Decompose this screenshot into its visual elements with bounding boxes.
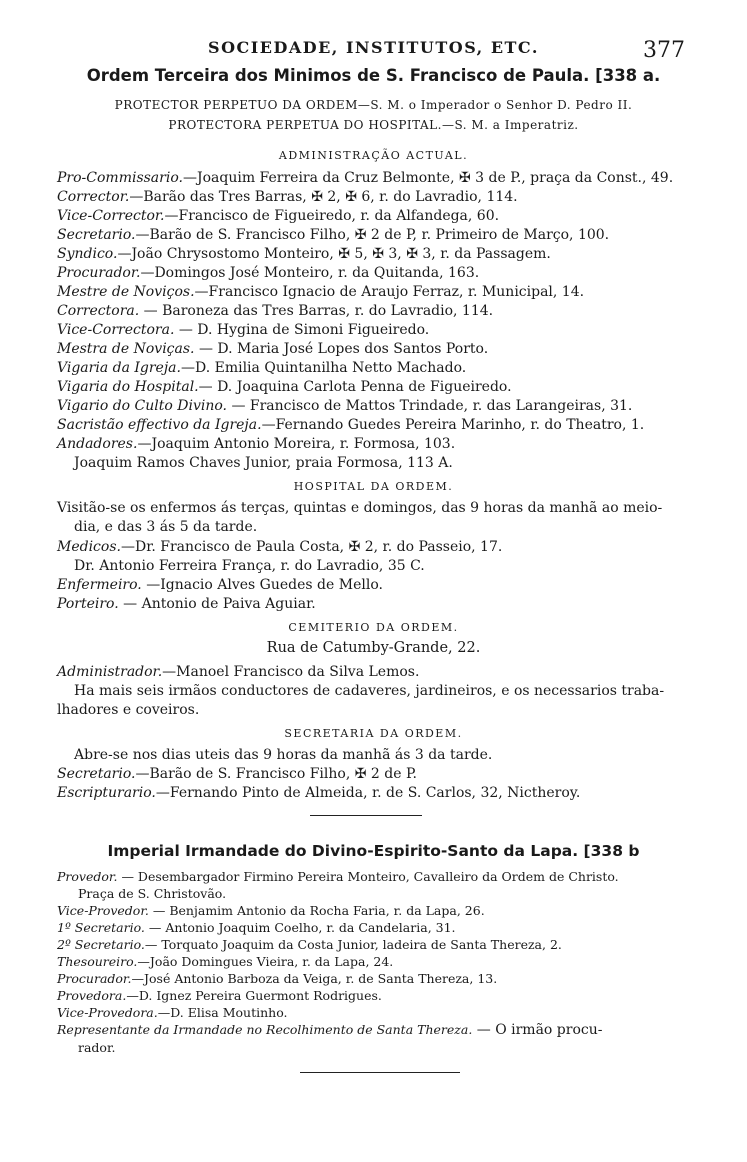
admin-entry: Correctora. — Baroneza das Tres Barras, r. do Lavradio, 114. — [57, 303, 494, 319]
hospital-visit-line: Visitão-se os enfermos ás terças, quintas e domingos, das 9 horas da manhã ao meio- — [57, 500, 663, 516]
irmandade-entry: Thesoureiro.—João Domingues Vieira, r. da Lapa, 24. — [57, 954, 394, 969]
irmandade-entry: Provedor. — Desembargador Firmino Pereira Monteiro, Cavalleiro da Ordem de Christo. — [57, 869, 619, 884]
running-title: SOCIEDADE, INSTITUTOS, ETC. — [208, 38, 539, 57]
cemiterio-entry: Administrador.—Manoel Francisco da Silva Lemos. — [57, 664, 420, 680]
admin-entry: Vigaria da Igreja.—D. Emilia Quintanilha Netto Machado. — [57, 360, 467, 376]
admin-entry: Procurador.—Domingos José Monteiro, r. da Quitanda, 163. — [57, 265, 480, 281]
admin-entry: Corrector.—Barão das Tres Barras, ✠ 2, ✠ 6, r. do Lavradio, 114. — [57, 189, 518, 205]
irmandade-entry: Provedora.—D. Ignez Pereira Guermont Rodrigues. — [57, 988, 382, 1003]
admin-entry: Vigario do Culto Divino. — Francisco de Mattos Trindade, r. das Larangeiras, 31. — [57, 398, 633, 414]
irmandade-entry: Representante da Irmandade no Recolhimento de Santa Thereza. — O irmão procu- — [57, 1022, 603, 1038]
irmandade-entry-continuation: Praça de S. Christovão. — [78, 886, 227, 901]
secretaria-hours: Abre-se nos dias uteis das 9 horas da manhã ás 3 da tarde. — [74, 747, 493, 763]
secretaria-entry: Secretario.—Barão de S. Francisco Filho, ✠ 2 de P. — [57, 766, 418, 782]
page-number: 377 — [643, 38, 685, 63]
admin-entry: Pro-Commissario.—Joaquim Ferreira da Cruz Belmonte, ✠ 3 de P., praça da Const., 49. — [57, 170, 674, 186]
cemiterio-note: lhadores e coveiros. — [57, 702, 200, 718]
hospital-heading: HOSPITAL DA ORDEM. — [293, 480, 454, 493]
hospital-entry: Enfermeiro. —Ignacio Alves Guedes de Mello. — [57, 577, 383, 593]
admin-entry: Mestra de Noviças. — D. Maria José Lopes dos Santos Porto. — [57, 341, 489, 357]
cemiterio-note: Ha mais seis irmãos conductores de cadaveres, jardineiros, e os necessarios traba- — [74, 683, 665, 699]
irmandade-entry: Vice-Provedora.—D. Elisa Moutinho. — [57, 1005, 288, 1020]
section-divider — [310, 815, 422, 816]
admin-entry: Syndico.—João Chrysostomo Monteiro, ✠ 5, ✠ 3, ✠ 3, r. da Passagem. — [57, 246, 551, 262]
secretaria-entry: Escripturario.—Fernando Pinto de Almeida, r. de S. Carlos, 32, Nictheroy. — [57, 785, 581, 801]
hospital-entry-continuation: Dr. Antonio Ferreira França, r. do Lavradio, 35 C. — [74, 558, 425, 574]
irmandade-entry-continuation: rador. — [78, 1040, 116, 1055]
admin-entry: Vice-Correctora. — D. Hygina de Simoni Figueiredo. — [57, 322, 430, 338]
section-title-ordem-terceira: Ordem Terceira dos Minimos de S. Francisco de Paula. [338 a. — [86, 66, 661, 85]
admin-entry: Sacristão effectivo da Igreja.—Fernando Guedes Pereira Marinho, r. do Theatro, 1. — [57, 417, 645, 433]
cemiterio-heading: CEMITERIO DA ORDEM. — [288, 621, 459, 634]
admin-heading: ADMINISTRAÇÃO ACTUAL. — [278, 149, 469, 162]
end-divider — [300, 1072, 460, 1073]
irmandade-entry: 1º Secretario. — Antonio Joaquim Coelho, r. da Candelaria, 31. — [57, 920, 456, 935]
secretaria-heading: SECRETARIA DA ORDEM. — [284, 727, 463, 740]
irmandade-entry: 2º Secretario.— Torquato Joaquim da Costa Junior, ladeira de Santa Thereza, 2. — [57, 937, 562, 952]
admin-entry: Vigaria do Hospital.— D. Joaquina Carlota Penna de Figueiredo. — [57, 379, 512, 395]
admin-entry: Mestre de Noviços.—Francisco Ignacio de Araujo Ferraz, r. Municipal, 14. — [57, 284, 585, 300]
protector-line: PROTECTOR PERPETUO DA ORDEM—S. M. o Imperador o Senhor D. Pedro II. — [114, 98, 633, 112]
admin-entry: Andadores.—Joaquim Antonio Moreira, r. Formosa, 103. — [57, 436, 456, 452]
admin-entry-continuation: Joaquim Ramos Chaves Junior, praia Formosa, 113 A. — [74, 455, 453, 471]
hospital-visit-line: dia, e das 3 ás 5 da tarde. — [74, 519, 258, 535]
hospital-entry: Medicos.—Dr. Francisco de Paula Costa, ✠ 2, r. do Passeio, 17. — [57, 539, 503, 555]
section-title-irmandade: Imperial Irmandade do Divino-Espirito-Santo da Lapa. [338 b — [107, 842, 640, 860]
irmandade-entry: Procurador.—José Antonio Barboza da Veiga, r. de Santa Thereza, 13. — [57, 971, 498, 986]
admin-entry: Vice-Corrector.—Francisco de Figueiredo, r. da Alfandega, 60. — [57, 208, 500, 224]
hospital-entry: Porteiro. — Antonio de Paiva Aguiar. — [57, 596, 316, 612]
protectora-line: PROTECTORA PERPETUA DO HOSPITAL.—S. M. a Imperatriz. — [168, 118, 579, 132]
irmandade-entry: Vice-Provedor. — Benjamim Antonio da Rocha Faria, r. da Lapa, 26. — [57, 903, 485, 918]
admin-entry: Secretario.—Barão de S. Francisco Filho, ✠ 2 de P, r. Primeiro de Março, 100. — [57, 227, 610, 243]
cemiterio-address: Rua de Catumby-Grande, 22. — [266, 640, 481, 656]
